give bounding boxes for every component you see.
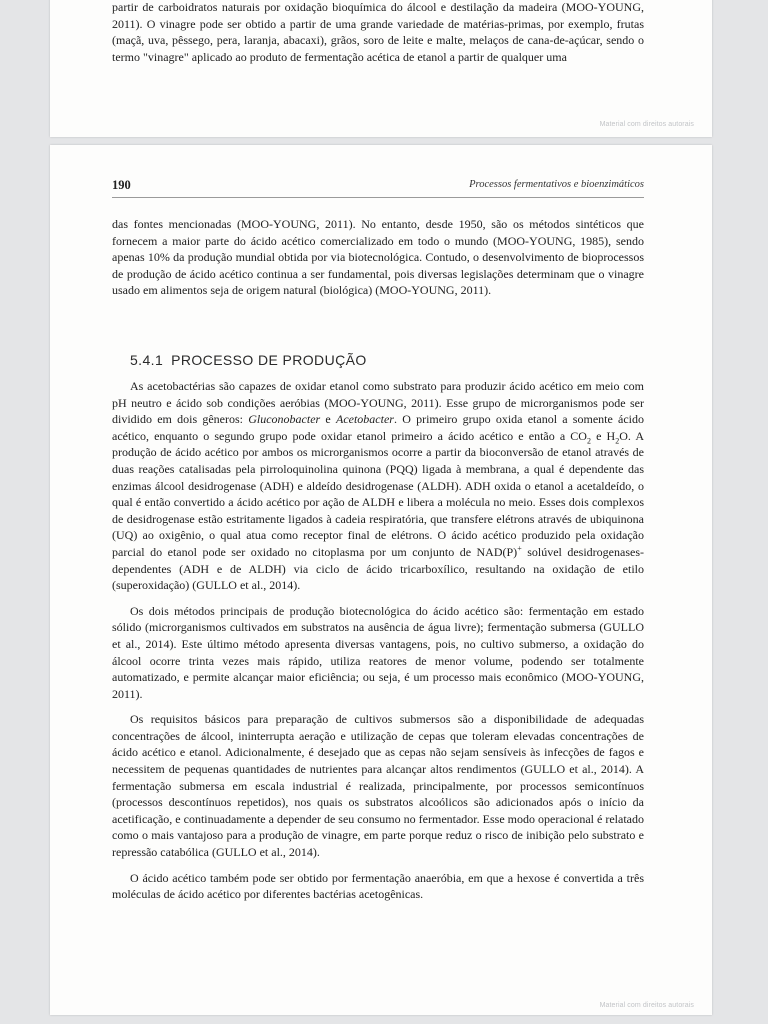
body-paragraph-4: O ácido acético também pode ser obtido por fermentação anaeróbia, em que a hexose é convertida a três moléculas de ácido acético por diferentes bactérias acetogênicas. [112,870,644,902]
watermark: Material com direitos autorais [599,121,694,128]
genus-acetobacter: Acetobacter [335,412,394,427]
body-text-block [112,378,644,903]
body-paragraph-3: Os requisitos básicos para preparação de cultivos submersos são a disponibilidade de adequadas concentrações de álcool, ininterrupta aeração e utilização de cepas que toleram elevadas concentrações de ácido acético e etanol. Adicionalmente, é desejado que as cepas não sejam sensíveis às infecções de fagos e necessitem de pequenas quantidades de nutrientes para alcançar altos rendimentos (GULLO et al., 2014). A fermentação submersa em escala industrial é realizada, principalmente, por processos semicontínuos (processos descontínuos repetidos), nos quais os substratos alcoólicos são adicionados após o início da acetificação, e continuadamente a depender de seu consumo no fermentador. Esse modo operacional é relatado como o mais vantajoso para a produção de vinagre, em parte porque reduz o risco de inibição pelo substrato e repressão catabólica (GULLO et al., 2014). [112,712,644,860]
body-paragraph-2: Os dois métodos principais de produção biotecnológica do ácido acético são: fermentação em estado sólido (microrganismos cultivados em substratos na ausência de água livre); fermentação submersa (GULLO et al., 2014). Este último método apresenta diversas vantagens, pois, no cultivo submerso, a oxidação do álcool ocorre trinta vezes mais rápido, utiliza reatores de menor volume, podendo ser totalmente automatizado, e permite alcançar maior eficiência; ou seja, é um processo mais econômico (MOO-YOUNG, 2011). [112,603,644,701]
h2o-subscript: 2 [615,436,620,446]
current-page [50,145,712,1015]
watermark: Material com direitos autorais [599,1002,694,1009]
para1-text-4: e H [590,428,616,443]
para1-text-5: O. A produção de ácido acético por ambos os microrganismos ocorre a partir da bioconversão de etanol através de duas reações catalisadas pela pirroloquinolina quinona (PQQ) ligada à membrana, a qual é dependente das enzimas álcool desidrogenase (ADH) e aldeído desidrogenase (ALDH). ADH oxida o etanol a acetaldeído, o qual é então convertido a ácido acético por ação de ALDH e libera a molécula no meio. Esses dois complexos de desidrogenase estão estritamente ligados à cadeia respiratória, que transfere elétrons através de ubiquinona (UQ) ao oxigênio, o qual atua como receptor final de elétrons. O ácido acético produzido pela oxidação parcial do etanol pode ser oxidado no citoplasma por um conjunto de NAD(P) [112,428,644,559]
co2-subscript: 2 [586,436,591,446]
genus-gluconobacter: Gluconobacter [248,412,321,427]
para1-text-2: e [320,412,336,427]
section-title: PROCESSO DE PRODUÇÃO [171,352,367,368]
previous-page-text-block [112,0,644,65]
running-title: Processos fermentativos e bioenzimáticos [469,179,644,190]
intro-paragraph: das fontes mencionadas (MOO-YOUNG, 2011). No entanto, desde 1950, são os métodos sintéticos que fornecem a maior parte do ácido acético comercializado em todo o mundo (MOO-YOUNG, 1985), sendo apenas 10% da produção mundial obtida por via biotecnológica. Contudo, o desenvolvimento de bioprocessos de produção de ácido acético continua a ser fundamental, pois diversas legislações determinam que o vinagre usado em alimentos seja de origem natural (biológica) (MOO-YOUNG, 2011). [112,217,644,298]
page-number: 190 [112,178,131,192]
para1-text-3: . O primeiro grupo oxida etanol a somente ácido acético, enquanto o segundo grupo pode oxidar etanol primeiro a ácido acético e então a CO [112,412,645,443]
para1-text-1: As acetobactérias são capazes de oxidar etanol como substrato para produzir ácido acético em meio com pH neutro e ácido sob condições aeróbias (MOO-YOUNG, 2011). Esse grupo de microrganismos pode ser dividido em dois gêneros: [112,379,644,427]
nadp-superscript: + [517,543,522,553]
header-divider [112,197,644,198]
section-number: 5.4.1 [130,352,164,368]
previous-page [50,0,712,137]
section-heading [130,352,367,368]
body-paragraph-1 [112,378,644,594]
previous-page-paragraph: partir de carboidratos naturais por oxidação bioquímica do álcool e destilação da madeira (MOO-YOUNG, 2011). O vinagre pode ser obtido a partir de uma grande variedade de matérias-primas, por exemplo, frutas (maçã, uva, pêssego, pera, laranja, abacaxi), grãos, soro de leite e malte, melaços de cana-de-açúcar, sendo o termo "vinagre" aplicado ao produto de fermentação acética de etanol a partir de qualquer uma [112,0,644,64]
intro-text-block [112,216,644,299]
para1-text-6: solúvel desidrogenases-dependentes (ADH e de ALDH) via ciclo de ácido tricarboxílico, resultando na oxidação de etilo (superoxidação) (GULLO et al., 2014). [112,544,644,593]
